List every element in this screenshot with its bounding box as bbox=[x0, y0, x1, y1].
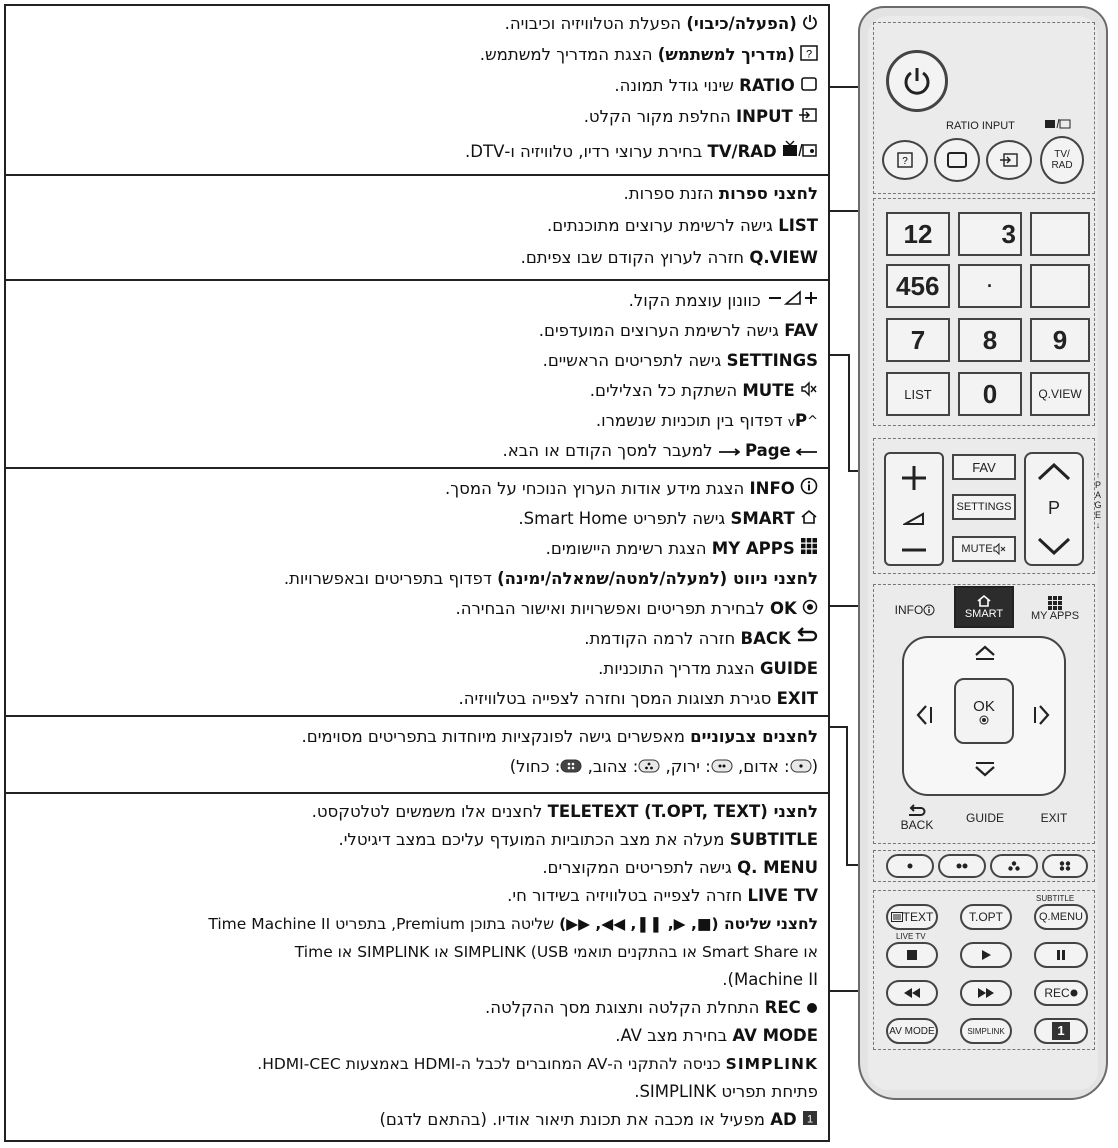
exit-button[interactable]: EXIT bbox=[1040, 811, 1068, 825]
line-settings: SETTINGS גישה לתפריטים הראשיים. bbox=[542, 351, 818, 370]
plus-icon bbox=[899, 463, 929, 493]
home-icon bbox=[800, 508, 818, 532]
color-key-red-icon bbox=[790, 756, 812, 780]
input-icon bbox=[999, 152, 1019, 168]
nav-down-button[interactable] bbox=[970, 756, 1000, 782]
line-my-apps: MY APPS הצגת רשימת היישומים. bbox=[12, 537, 818, 562]
input-button[interactable] bbox=[986, 140, 1032, 180]
ok-target-icon bbox=[802, 598, 818, 622]
list-button[interactable]: LIST bbox=[886, 372, 950, 416]
svg-text:?: ? bbox=[805, 48, 813, 60]
smart-button[interactable]: SMART bbox=[954, 586, 1014, 628]
qview-button[interactable]: Q.VIEW bbox=[1030, 372, 1090, 416]
user-guide-button[interactable] bbox=[882, 140, 928, 180]
line-simplink-menu: פתיחת תפריט SIMPLINK. bbox=[634, 1082, 818, 1101]
apps-grid-icon bbox=[800, 537, 818, 562]
color-key-blue-icon bbox=[560, 756, 582, 780]
line-tv-rad: TV/RAD בחירת ערוצי רדיו, טלוויזיה ו-DTV. bbox=[12, 140, 818, 165]
leader-colors bbox=[830, 726, 848, 866]
blue-key-button[interactable] bbox=[1042, 854, 1088, 878]
chevron-up-icon: ^ bbox=[807, 413, 818, 429]
line-back: BACK חזרה לרמה הקודמת. bbox=[12, 627, 818, 652]
num-7-button[interactable]: 7 bbox=[886, 318, 950, 362]
chevron-down-icon bbox=[1037, 537, 1071, 555]
line-power: (הפעלה/כיבוי) הפעלת הטלוויזיה וכיבויה. bbox=[12, 12, 818, 37]
num-4-5-6-button[interactable]: 4 5 6 bbox=[886, 264, 950, 308]
line-exit: EXIT סגירת תצוגות המסך וחזרה לצפייה בטלוויזיה. bbox=[458, 689, 818, 708]
chevron-up-icon bbox=[1037, 463, 1071, 481]
input-icon bbox=[798, 106, 818, 130]
section-numbers bbox=[6, 176, 828, 281]
fast-forward-button[interactable] bbox=[960, 980, 1012, 1006]
play-icon bbox=[981, 950, 991, 960]
apps-grid-icon bbox=[1048, 596, 1062, 610]
line-live-tv: LIVE TV חזרה לצפייה בטלוויזיה בשידור חי. bbox=[507, 886, 818, 905]
line-playback-cont2: Machine II). bbox=[722, 970, 818, 989]
tv-radio-small-icon bbox=[1044, 117, 1072, 132]
ok-target-icon bbox=[979, 715, 989, 725]
line-smart: SMART גישה לתפריט Smart Home. bbox=[12, 507, 818, 532]
mute-icon bbox=[993, 543, 1007, 555]
qmenu-button[interactable]: Q.MENU bbox=[1034, 904, 1088, 930]
line-color-legend: (: אדום, : ירוק, : צהוב, : כחול) bbox=[12, 755, 818, 780]
pause-icon bbox=[1056, 950, 1066, 960]
line-subtitle: SUBTITLE מעלה את מצב הכתוביות המועדף עליכם במצב דיגיטלי. bbox=[338, 830, 818, 849]
three-dots-icon bbox=[1008, 861, 1020, 871]
fast-forward-icon bbox=[978, 988, 994, 998]
record-dot-icon bbox=[1070, 989, 1078, 997]
power-icon bbox=[802, 13, 818, 37]
color-key-yellow-icon bbox=[638, 756, 660, 780]
line-simplink: SIMPLINK כניסה להתקני ה-AV המחוברים לכבל ה-HDMI באמצעות HDMI-CEC. bbox=[257, 1055, 818, 1073]
ok-button[interactable]: OK bbox=[954, 678, 1014, 744]
one-dot-icon bbox=[907, 863, 913, 869]
volume-icon bbox=[903, 512, 925, 526]
leader-settings bbox=[830, 354, 850, 472]
ad-key-icon bbox=[802, 1109, 818, 1133]
chevron-left-icon bbox=[916, 704, 934, 726]
num-9-button[interactable]: 9 bbox=[1030, 318, 1090, 362]
line-ratio: RATIO שינוי גודל תמונה. bbox=[12, 74, 818, 99]
program-label: P bbox=[1047, 498, 1060, 519]
pause-button[interactable] bbox=[1034, 942, 1088, 968]
power-button[interactable] bbox=[886, 50, 948, 112]
ad-button[interactable] bbox=[1034, 1018, 1088, 1044]
num-3-button[interactable]: 3 bbox=[958, 212, 1022, 256]
line-list: LIST גישה לרשימת ערוצים מתוכנתים. bbox=[546, 216, 818, 235]
line-number-keys: לחצני ספרות הזנת ספרות. bbox=[623, 184, 818, 203]
line-playback-cont1: או Smart Share או בהתקנים תואמי SIMPLINK (USB או SIMPLINK או Time bbox=[294, 943, 818, 961]
yellow-key-button[interactable] bbox=[990, 854, 1038, 878]
settings-button[interactable]: SETTINGS bbox=[952, 494, 1016, 520]
tv-rad-button[interactable]: TV/ RAD bbox=[1040, 136, 1084, 184]
line-playback: לחצני שליטה (■, ▶, ❚❚, ◀◀, ▶▶) שליטה בתוכן Premium, בתפריט Time Machine II bbox=[208, 915, 818, 933]
line-volume: כוונון עוצמת הקול. bbox=[12, 289, 818, 314]
line-guide: GUIDE הצגת מדריך התוכניות. bbox=[598, 659, 818, 678]
volume-rocker[interactable] bbox=[884, 452, 944, 566]
mute-button[interactable]: MUTE bbox=[952, 536, 1016, 562]
chevron-up-icon bbox=[974, 645, 996, 661]
arrow-left-icon bbox=[796, 440, 818, 464]
num-dot-button[interactable]: · bbox=[958, 264, 1022, 308]
nav-left-button[interactable] bbox=[910, 700, 940, 730]
live-tv-label: LIVE TV bbox=[896, 932, 926, 941]
line-page: Page למעבר למסך הקודם או הבא. bbox=[12, 439, 818, 464]
chevron-right-icon bbox=[1032, 704, 1050, 726]
num-1-2-button[interactable]: 1 2 bbox=[886, 212, 950, 256]
program-rocker[interactable] bbox=[1024, 452, 1084, 566]
rec-button[interactable]: REC bbox=[1034, 980, 1088, 1006]
rewind-icon bbox=[904, 988, 920, 998]
stop-button[interactable] bbox=[886, 942, 938, 968]
line-teletext: לחצני TELETEXT (T.OPT, TEXT) לחצנים אלו משמשים לטלטקסט. bbox=[311, 802, 818, 821]
four-dots-icon bbox=[1059, 861, 1071, 871]
volume-icon bbox=[766, 289, 818, 314]
description-panel bbox=[4, 4, 830, 1142]
rewind-button[interactable] bbox=[886, 980, 938, 1006]
back-arrow-icon bbox=[907, 804, 927, 818]
page-label: ↑ PAGE ↓ bbox=[1092, 470, 1104, 530]
chevron-down-icon: v bbox=[787, 414, 795, 429]
section-menus bbox=[6, 469, 828, 717]
section-color-keys bbox=[6, 717, 828, 794]
ratio-button[interactable] bbox=[934, 138, 980, 182]
mute-icon bbox=[800, 380, 818, 404]
red-key-button[interactable] bbox=[886, 854, 934, 878]
section-volume-channel bbox=[6, 281, 828, 469]
ad-key-icon: 1 bbox=[1052, 1022, 1070, 1040]
chevron-down-icon bbox=[974, 761, 996, 777]
arrow-right-icon bbox=[718, 440, 740, 464]
ratio-icon bbox=[946, 151, 968, 169]
minus-icon bbox=[899, 545, 929, 555]
svg-text:1: 1 bbox=[806, 1113, 814, 1125]
num-8-button[interactable]: 8 bbox=[958, 318, 1022, 362]
nav-up-button[interactable] bbox=[970, 640, 1000, 666]
back-button[interactable]: BACK bbox=[886, 798, 948, 838]
teletext-icon bbox=[891, 912, 903, 922]
num-blank-1-button[interactable] bbox=[1030, 212, 1090, 256]
info-button[interactable]: INFO bbox=[884, 590, 946, 630]
ratio-icon bbox=[800, 75, 818, 99]
num-blank-2-button[interactable] bbox=[1030, 264, 1090, 308]
line-color-keys: לחצנים צבעוניים מאפשרים גישה לפונקציות מיוחדות בתפריטים מסוימים. bbox=[301, 727, 818, 746]
green-key-button[interactable] bbox=[938, 854, 986, 878]
line-info: INFO הצגת מידע אודות הערוץ הנוכחי על המסך. bbox=[12, 477, 818, 502]
ratio-input-label: RATIO INPUT bbox=[946, 120, 1015, 132]
user-guide-icon bbox=[800, 44, 818, 68]
section-power-input bbox=[6, 6, 828, 176]
line-program: ^Pv דפדוף בין תוכניות שנשמרו. bbox=[12, 409, 818, 434]
line-ad: 1 AD מפעיל או מכבה את תכונת תיאור אודיו. (בהתאם לדגם) bbox=[12, 1108, 818, 1133]
page-up-arrow-icon: ↑ bbox=[1095, 470, 1101, 480]
line-mute: MUTE השתקת כל הצלילים. bbox=[12, 379, 818, 404]
play-button[interactable] bbox=[960, 942, 1012, 968]
line-qmenu: Q. MENU גישה לתפריטים המקוצרים. bbox=[542, 858, 818, 877]
guide-button[interactable]: GUIDE bbox=[965, 811, 1004, 825]
info-icon bbox=[800, 477, 818, 502]
num-0-button[interactable]: 0 bbox=[958, 372, 1022, 416]
svg-text:?: ? bbox=[902, 156, 908, 167]
page-down-arrow-icon: ↓ bbox=[1095, 520, 1101, 530]
line-user-guide: ? (מדריך למשתמש) הצגת המדריך למשתמש. bbox=[12, 43, 818, 68]
line-rec: REC התחלת הקלטה ותצוגת מסך ההקלטה. bbox=[12, 996, 818, 1021]
text-button[interactable]: TEXT bbox=[886, 904, 938, 930]
back-arrow-icon bbox=[796, 627, 818, 652]
line-ok: OK לבחירת תפריטים ואפשרויות ואישור הבחירה. bbox=[12, 597, 818, 622]
record-dot-icon bbox=[806, 997, 818, 1021]
stop-icon bbox=[907, 950, 917, 960]
line-input: INPUT החלפת מקור הקלט. bbox=[12, 105, 818, 130]
color-key-green-icon bbox=[711, 756, 733, 780]
subtitle-label: SUBTITLE bbox=[1036, 894, 1075, 903]
power-icon bbox=[902, 66, 932, 96]
line-av-mode: AV MODE בחירת מצב AV. bbox=[615, 1026, 818, 1045]
two-dots-icon bbox=[956, 863, 968, 869]
info-icon bbox=[923, 604, 935, 616]
my-apps-button[interactable]: MY APPS bbox=[1022, 588, 1088, 630]
home-icon bbox=[976, 594, 992, 608]
topt-button[interactable]: T.OPT bbox=[960, 904, 1012, 930]
section-teletext-playback bbox=[6, 794, 828, 1140]
fav-button[interactable]: FAV bbox=[952, 454, 1016, 480]
line-navigation: לחצני ניווט (למעלה/למטה/שמאלה/ימינה) דפדוף בתפריטים ובאפשרויות. bbox=[283, 569, 818, 588]
line-fav: FAV גישה לרשימת הערוצים המועדפים. bbox=[538, 321, 818, 340]
line-qview: Q.VIEW חזרה לערוץ הקודם שבו צפיתם. bbox=[520, 248, 818, 267]
simplink-button[interactable]: SIMPLINK bbox=[960, 1018, 1012, 1044]
av-mode-button[interactable]: AV MODE bbox=[886, 1018, 938, 1044]
tv-radio-icon bbox=[782, 140, 818, 165]
user-guide-icon bbox=[897, 152, 913, 168]
simplink-logo: SIMPLINK bbox=[725, 1055, 818, 1073]
nav-right-button[interactable] bbox=[1026, 700, 1056, 730]
